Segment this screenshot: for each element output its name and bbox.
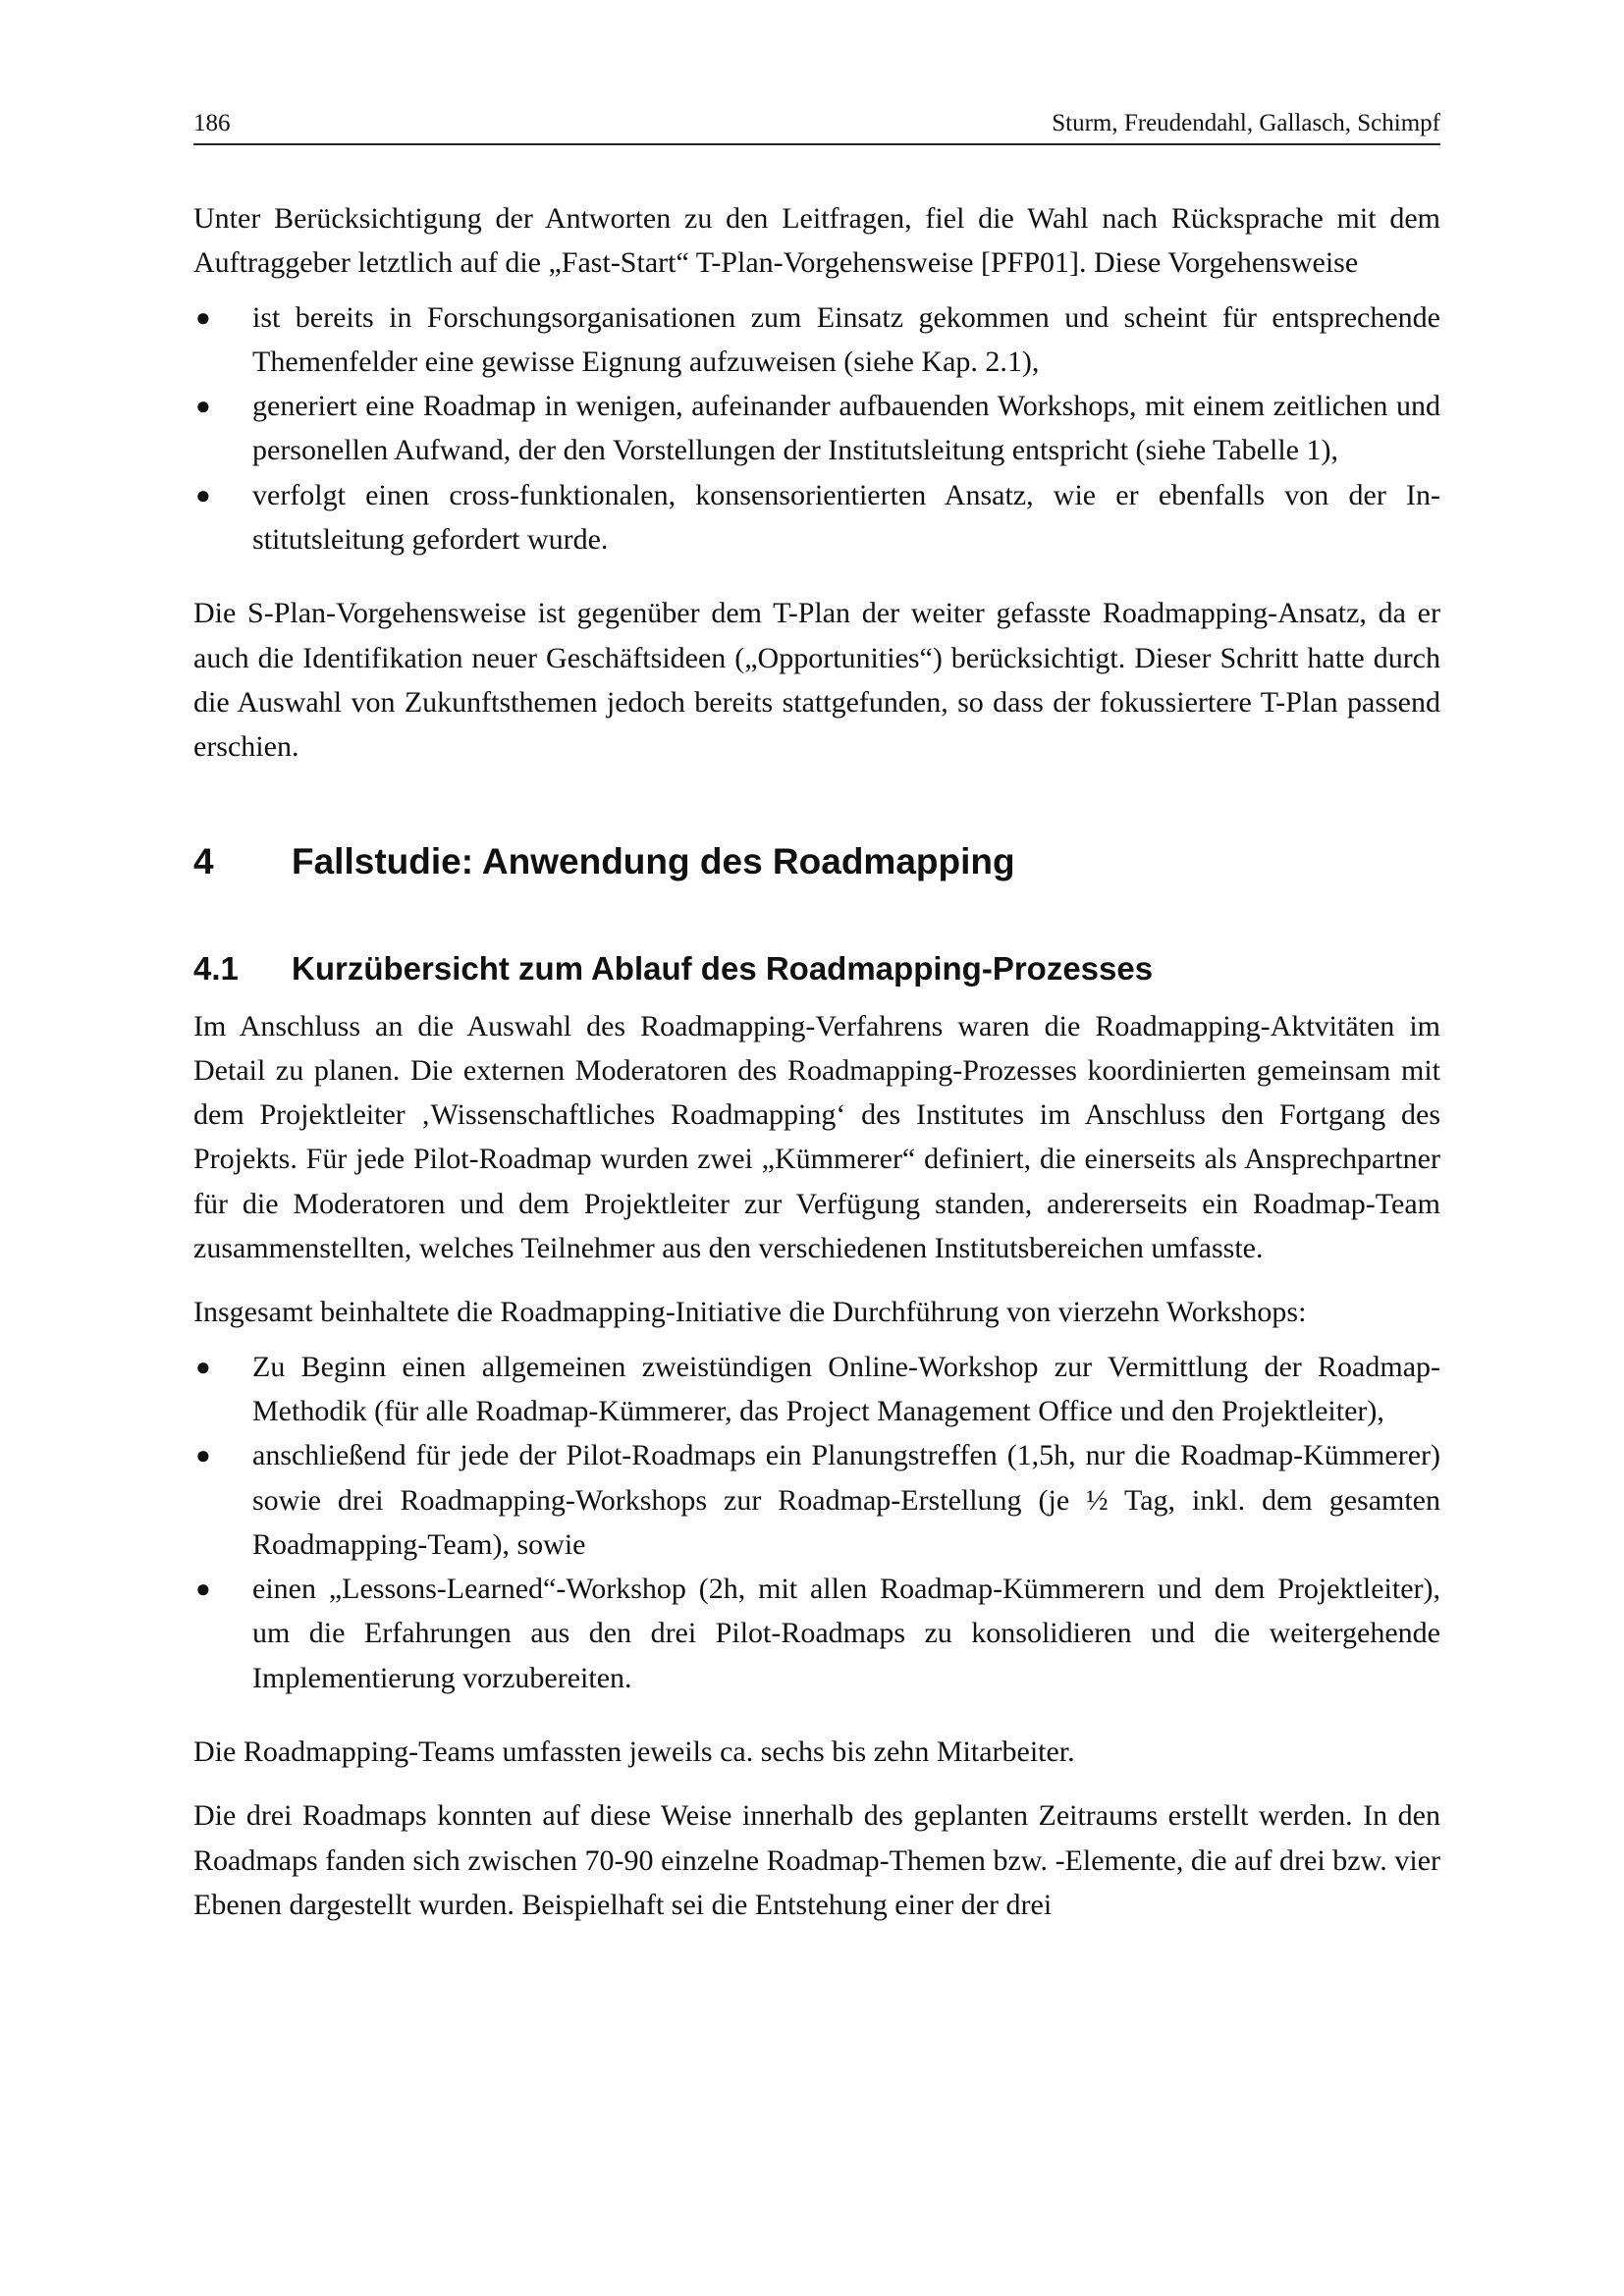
bullet-icon: ● — [195, 1441, 211, 1470]
list-item — [193, 1345, 1440, 1434]
chapter-title: Fallstudie: Anwendung des Roadmapping — [292, 840, 1015, 881]
list-item-text: verfolgt einen cross-funktionalen, konsensorientierten Ansatz, wie er ebenfalls von der Institutsleitung gefordert wurde. — [252, 478, 1440, 557]
bullet-icon: ● — [195, 392, 211, 421]
list-item-text: ist bereits in Forschungsorganisationen zum Einsatz gekommen und scheint für entsprechende Themenfelder eine gewisse Eignung aufzuweisen (siehe Kap. 2.1), — [252, 300, 1440, 378]
list-item — [193, 1567, 1440, 1700]
list-item-text: anschließend für jede der Pilot-Roadmaps ein Planungstreffen (1,5h, nur die Roadmap-Kümmerer) sowie drei Roadmapping-Workshops zur Roadmap-Erstellung (je ½ Tag, inkl. dem gesamten Roadmapping-Team), sowie — [252, 1439, 1440, 1561]
page-number: 186 — [193, 110, 231, 136]
teams-paragraph: Die Roadmapping-Teams umfassten jeweils ca. sechs bis zehn Mitarbeiter. — [193, 1735, 1075, 1769]
section-title: Kurzübersicht zum Ablauf des Roadmapping-Prozesses — [292, 949, 1154, 987]
header-rule — [193, 143, 1440, 145]
chapter-number: 4 — [193, 840, 214, 881]
bullet-icon: ● — [195, 1352, 211, 1381]
list-item — [193, 384, 1440, 473]
page-body — [193, 196, 1440, 1927]
intro-paragraph: Unter Berücksichtigung der Antworten zu den Leitfragen, fiel die Wahl nach Rücksprache mit dem Auftraggeber letztlich auf die „Fast-Start“ T-Plan-Vorgehensweise [PFP01]. Diese Vorgehensweise — [193, 202, 1440, 280]
list-item — [193, 473, 1440, 562]
section-heading — [193, 947, 1440, 990]
chapter-heading — [193, 838, 1440, 885]
list-item-text: generiert eine Roadmap in wenigen, aufeinander aufbauenden Workshops, mit einem zeitlichen und personellen Aufwand, der den Vorstellungen der Institutsleitung entspricht (siehe Tabelle 1), — [252, 390, 1440, 467]
list-item-text: Zu Beginn einen allgemeinen zweistündigen Online-Workshop zur Vermittlung der Roadmap-Methodik (für alle Roadmap-Kümmerer, das Project Management Office und den Projektleiter), — [252, 1350, 1440, 1427]
list-item — [193, 295, 1440, 385]
list-item-text: einen „Lessons-Learned“-Workshop (2h, mit allen Roadmap-Kümmerern und dem Projektleiter), um die Erfahrungen aus den drei Pilot-Roadmaps zu konsolidieren und die weitergehende Implementierung vorzubereiten. — [252, 1573, 1440, 1694]
workshops-intro-paragraph: Insgesamt beinhaltete die Roadmapping-Initiative die Durchführung von vierzehn Workshops: — [193, 1296, 1307, 1329]
overview-paragraph: Im Anschluss an die Auswahl des Roadmapping-Verfahrens waren die Roadmapping-Aktvitäten im Detail zu planen. Die externen Moderatoren des Roadmapping-Prozesses koordinierten gemeinsam mit dem Projektleiter ‚Wissenschaftliches Roadmapping‘ des Institutes im Anschluss den Fortgang des Projekts. Für jede Pilot-Roadmap wurden zwei „Kümmerer“ definiert, die einerseits als Ansprechpartner für die Moderatoren und dem Projektleiter zur Verfügung standen, andererseits ein Roadmap-Team zusammenstellten, welches Teilnehmer aus den verschiedenen Institutsbereichen umfasste. — [193, 1009, 1440, 1265]
workshop-bullet-list — [193, 1345, 1440, 1700]
intro-bullet-list — [193, 295, 1440, 562]
roadmaps-paragraph: Die drei Roadmaps konnten auf diese Weise innerhalb des geplanten Zeitraums erstellt werden. In den Roadmaps fanden sich zwischen 70-90 einzelne Roadmap-Themen bzw. -Elemente, die auf drei bzw. vier Ebenen dargestellt wurden. Beispielhaft sei die Entstehung einer der drei — [193, 1799, 1440, 1921]
running-header-authors: Sturm, Freudendahl, Gallasch, Schimpf — [1052, 110, 1440, 136]
list-item — [193, 1433, 1440, 1567]
bullet-icon: ● — [195, 1575, 211, 1604]
section-number: 4.1 — [193, 949, 239, 987]
bullet-icon: ● — [195, 480, 211, 509]
bullet-icon: ● — [195, 302, 211, 332]
s-plan-paragraph: Die S-Plan-Vorgehensweise ist gegenüber dem T-Plan der weiter gefasste Roadmapping-Ansatz, da er auch die Identifikation neuer Geschäftsideen („Opportunities“) berücksichtigt. Dieser Schritt hatte durch die Auswahl von Zukunftsthemen jedoch bereits stattgefunden, so dass der fokussiertere T-Plan passend erschien. — [193, 597, 1440, 764]
